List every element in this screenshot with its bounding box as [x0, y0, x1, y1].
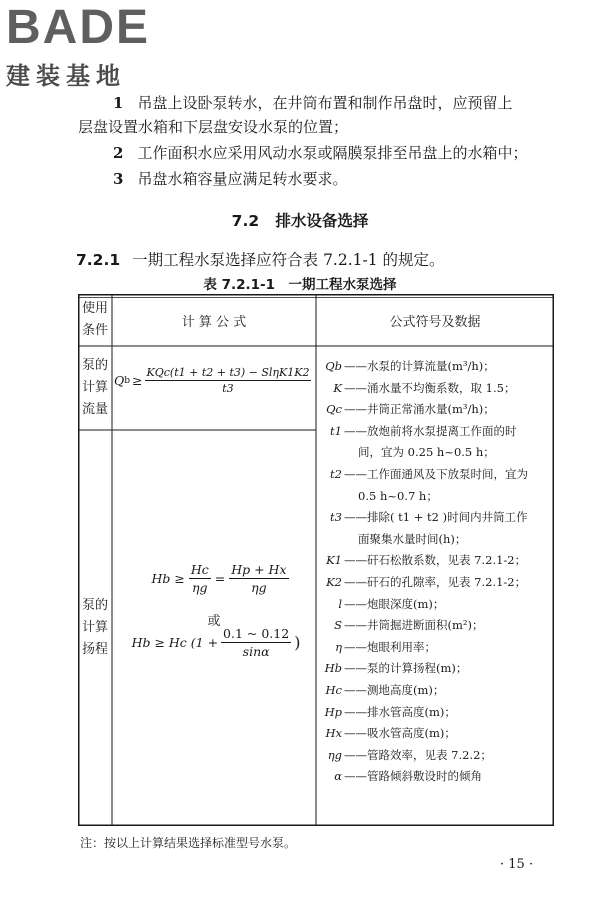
paragraph-text: 层盘设置水箱和下层盘安设水泵的位置；	[78, 118, 349, 136]
head-formula-1	[130, 562, 314, 595]
symbol: t2	[330, 466, 342, 481]
symbol	[324, 442, 342, 464]
symbol-row	[324, 421, 552, 443]
flow-denominator: t3	[222, 382, 234, 395]
symbol: ηg	[327, 747, 342, 762]
symbol-description: ——工作面通风及下放泵时间，宜为	[344, 466, 528, 481]
symbol-description: ——水泵的计算流量(m³/h)；	[344, 359, 495, 373]
symbol-description: ——炮眼深度(m)；	[344, 596, 445, 611]
symbol: Hc	[325, 682, 342, 697]
symbol: K1	[326, 553, 342, 568]
section-title: 排水设备选择	[275, 212, 369, 230]
symbol-description: ——井筒正常涌水量(m³/h)；	[344, 402, 495, 417]
symbol-row	[324, 615, 552, 637]
symbol-row	[324, 356, 552, 378]
paragraph-text: 工作面积水应采用风动水泵或隔膜泵排至吊盘上的水箱中；	[137, 144, 528, 162]
symbol-description: ——测地高度(m)；	[344, 682, 445, 697]
symbol: Hx	[325, 726, 342, 741]
symbol: Hb	[324, 661, 342, 676]
symbol: α	[334, 769, 342, 784]
condition-head: 泵的计算扬程	[81, 598, 108, 657]
symbol: K	[333, 380, 342, 395]
symbol-list	[324, 356, 552, 788]
paragraph-text: 吊盘上设卧泵转水，在井筒布置和制作吊盘时，应预留上	[137, 94, 513, 112]
equals-sign: =	[214, 571, 226, 586]
fraction-numerator: Hp + Hx	[231, 562, 287, 577]
symbol: t3	[330, 510, 342, 525]
paragraph-text: 吊盘水箱容量应满足转水要求。	[137, 170, 348, 188]
symbol-description: ——排水管高度(m)；	[344, 704, 456, 719]
or-text: 或	[207, 614, 221, 629]
symbol-row	[324, 680, 552, 702]
symbol: l	[338, 596, 342, 611]
symbol: K2	[326, 574, 342, 589]
symbol-row	[324, 507, 552, 529]
formula-suffix: )	[294, 633, 301, 652]
symbol-description: ——井筒掘进断面积(m²)；	[344, 618, 484, 633]
symbol-row-continued	[324, 486, 552, 508]
symbol-row	[324, 378, 552, 400]
symbol-description: ——管路倾斜敷设时的倾角	[344, 769, 482, 784]
formula-lhs: Q	[114, 373, 125, 388]
fraction-denominator: ηg	[192, 580, 208, 595]
head-fraction-3	[221, 626, 291, 659]
table-caption: 表 7.2.1-1 一期工程水泵选择	[203, 277, 397, 293]
pump-selection-table	[78, 294, 554, 826]
paragraph-number: 1	[113, 94, 124, 112]
clause-text: 一期工程水泵选择应符合表 7.2.1-1 的规定。	[132, 251, 445, 269]
symbol-row	[324, 745, 552, 767]
table-note: 注：按以上计算结果选择标准型号水泵。	[80, 836, 297, 850]
clause	[76, 248, 445, 270]
header-condition: 使用条件	[81, 301, 108, 338]
paragraph-1-continued	[78, 116, 348, 138]
symbol-description: ——涌水量不均衡系数，取 1.5；	[344, 380, 516, 395]
paragraph-number: 2	[113, 144, 124, 162]
symbol-row	[324, 637, 552, 659]
page-number: · 15 ·	[500, 857, 534, 872]
symbol-row	[324, 399, 552, 421]
symbol-description: 0.5 h~0.7 h；	[358, 488, 438, 503]
paragraph-number: 3	[113, 170, 124, 188]
flow-numerator: KQc(t1 + t2 + t3) − SlηK1K2	[146, 366, 310, 379]
fraction-numerator: Hc	[190, 562, 209, 577]
symbol-description: ——排除( t1 + t2 )时间内井筒工作	[344, 510, 528, 525]
formula-lhs-sub: b	[124, 375, 131, 386]
symbol-row	[324, 464, 552, 486]
symbol-description: ——放炮前将水泵提离工作面的时	[344, 423, 517, 438]
formula-lhs: Hb ≥	[151, 571, 185, 586]
symbol: Qb	[325, 359, 342, 373]
symbol: Qc	[326, 402, 342, 417]
paragraph-1	[113, 92, 563, 114]
symbol-row	[324, 658, 552, 680]
symbol-row	[324, 550, 552, 572]
condition-flow: 泵的计算流量	[81, 358, 108, 417]
paragraph-3	[113, 168, 347, 190]
header-formula: 计 算 公 式	[181, 314, 247, 330]
fraction-numerator: 0.1 ~ 0.12	[223, 626, 290, 641]
symbol-description: ——矸石的孔隙率，见表 7.2.1-2；	[344, 574, 527, 589]
flow-fraction	[145, 366, 312, 395]
symbol-row	[324, 572, 552, 594]
symbol-description: ——吸水管高度(m)；	[344, 726, 456, 741]
symbol-row-continued	[324, 442, 552, 464]
logo-brand: BADE	[6, 1, 151, 54]
formula-operator: ≥	[132, 373, 143, 388]
symbol: η	[335, 639, 342, 654]
symbol: t1	[330, 423, 342, 438]
symbol-description: ——炮眼利用率；	[344, 639, 436, 654]
symbol-row	[324, 594, 552, 616]
paragraph-2	[113, 142, 527, 164]
fraction-denominator: sinα	[242, 644, 270, 659]
symbol-description: ——泵的计算扬程(m)；	[344, 661, 468, 676]
symbol-row-continued	[324, 529, 552, 551]
section-number: 7.2	[231, 212, 260, 230]
formula-prefix: Hb ≥ Hc (1 +	[131, 635, 219, 650]
symbol: Hp	[324, 704, 342, 719]
head-fraction-1	[189, 562, 211, 595]
symbol-description: 面聚集水量时间(h)；	[358, 531, 467, 546]
symbol	[324, 529, 342, 551]
symbol-description: ——矸石松散系数，见表 7.2.1-2；	[344, 553, 527, 568]
symbol-description: 间，宜为 0.25 h~0.5 h；	[358, 445, 495, 460]
symbol-row	[324, 702, 552, 724]
logo-subtitle: 建装基地	[6, 62, 126, 90]
symbol-row	[324, 766, 552, 788]
fraction-denominator: ηg	[251, 580, 267, 595]
symbol: S	[334, 618, 342, 633]
head-fraction-2	[229, 562, 288, 595]
head-formula-2	[118, 626, 314, 659]
section-heading	[0, 209, 600, 231]
header-symbols: 公式符号及数据	[389, 314, 481, 330]
symbol	[324, 486, 342, 508]
symbol-description: ——管路效率，见表 7.2.2；	[344, 747, 492, 762]
symbol-row	[324, 723, 552, 745]
clause-number: 7.2.1	[76, 251, 121, 269]
watermark-logo	[6, 1, 181, 91]
flow-formula	[114, 366, 314, 395]
